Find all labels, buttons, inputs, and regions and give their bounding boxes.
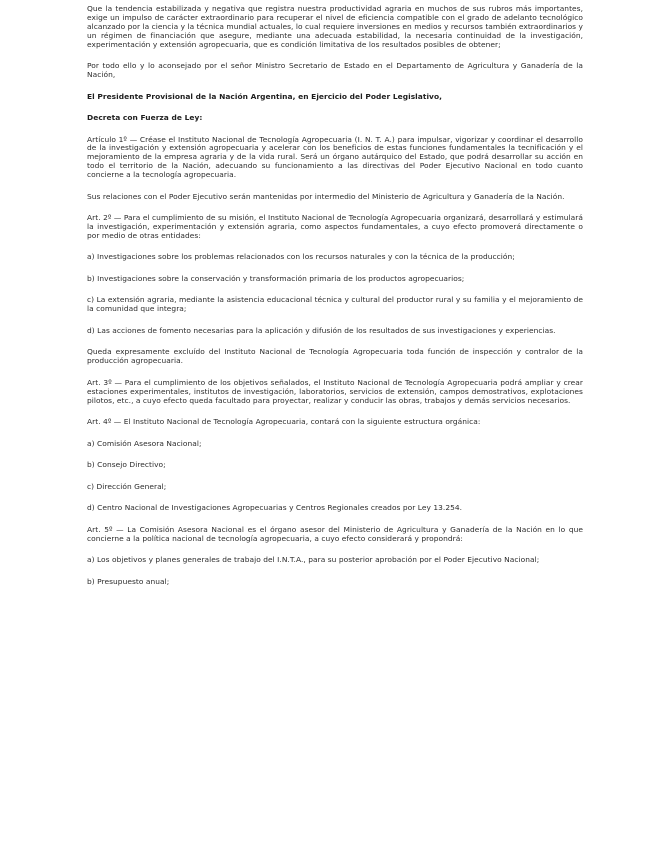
paragraph-por-todo-ello: Por todo ello y lo aconsejado por el señor Ministro Secretario de Estado en el Departamento de Agricultura y Ganadería de la Nación, xyxy=(87,61,583,80)
paragraph-presidente-provisional: El Presidente Provisional de la Nación Argentina, en Ejercicio del Poder Legislativo, xyxy=(87,91,442,101)
paragraph-considerando-productividad: Que la tendencia estabilizada y negativa que registra nuestra productividad agraria en muchos de sus rubros más importantes, exige un impulso de carácter extraordinario para recuperar el nivel de eficiencia compatible con el grado de adelanto tecnológico alcanzado por la ciencia y la técnica mundial actuales, lo cual requiere inversiones en medios y recursos también extraordinarios y un régimen de financiación que asegure, mediante una adecuada estabilidad, la necesaria continuidad de la investigación, experimentación y extensión agropecuaria, que es condición limitativa de los resultados posibles de obtener; xyxy=(87,4,583,49)
paragraph-art4-item-a: a) Comisión Asesora Nacional; xyxy=(87,438,202,448)
paragraph-art2-item-c: c) La extensión agraria, mediante la asistencia educacional técnica y cultural del productor rural y su familia y el mejoramiento de la comunidad que integra; xyxy=(87,295,583,314)
paragraph-art2-item-d: d) Las acciones de fomento necesarias para la aplicación y difusión de los resultados de sus investigaciones y experiencias. xyxy=(87,325,556,335)
paragraph-relaciones-poder-ejecutivo: Sus relaciones con el Poder Ejecutivo serán mantenidas por intermedio del Ministerio de Agricultura y Ganadería de la Nación. xyxy=(87,191,565,201)
paragraph-art5-item-a: a) Los objetivos y planes generales de trabajo del I.N.T.A., para su posterior aprobación por el Poder Ejecutivo Nacional; xyxy=(87,555,540,564)
paragraph-art5-item-b: b) Presupuesto anual; xyxy=(87,576,170,586)
paragraph-art4-item-b: b) Consejo Directivo; xyxy=(87,460,166,470)
paragraph-articulo-1: Artículo 1º — Créase el Instituto Nacional de Tecnología Agropecuaria (I. N. T. A.) para impulsar, vigorizar y coordinar el desarrollo de la investigación y extensión agropecuaria y acelerar con los beneficios de estas funciones fundamentales la tecnificación y el mejoramiento de la empresa agraria y de la vida rural. Será un órgano autárquico del Estado, que podrá desarrollar su acción en todo el territorio de la Nación, adecuando su funcionamiento a las directivas del Poder Ejecutivo Nacional en todo cuanto concierne a la tecnología agropecuaria. xyxy=(87,134,583,180)
paragraph-articulo-2: Art. 2º — Para el cumplimiento de su misión, el Instituto Nacional de Tecnología Agropecuaria organizará, desarrollará y estimulará la investigación, experimentación y extensión agraria, como aspectos fundamentales, a cuyo efecto promoverá directamente o por medio de otras entidades: xyxy=(87,213,583,240)
paragraph-articulo-5: Art. 5º — La Comisión Asesora Nacional es el órgano asesor del Ministerio de Agricultura y Ganadería de la Nación en lo que concierne a la política nacional de tecnología agropecuaria, a cuyo efecto considerará y propondrá: xyxy=(87,524,583,543)
paragraph-articulo-4: Art. 4º — El Instituto Nacional de Tecnología Agropecuaria, contará con la siguiente estructura orgánica: xyxy=(87,417,481,427)
paragraph-art4-item-c: c) Dirección General; xyxy=(87,481,167,491)
paragraph-art4-item-d: d) Centro Nacional de Investigaciones Agropecuarias y Centros Regionales creados por Ley 13.254. xyxy=(87,503,463,513)
paragraph-art2-item-b: b) Investigaciones sobre la conservación y transformación primaria de los productos agropecuarios; xyxy=(87,273,465,283)
paragraph-exclusion: Queda expresamente excluído del Instituto Nacional de Tecnología Agropecuaria toda función de inspección y contralor de la producción agropecuaria. xyxy=(87,347,583,366)
document-page xyxy=(87,5,583,599)
paragraph-articulo-3: Art. 3º — Para el cumplimiento de los objetivos señalados, el Instituto Nacional de Tecnología Agropecuaria podrá ampliar y crear estaciones experimentales, institutos de investigación, laboratorios, servicios de extensión, campos demostrativos, explotaciones pilotos, etc., a cuyo efecto queda facultado para proyectar, realizar y conducir las obras, trabajos y demás servicios necesarios. xyxy=(87,377,583,405)
paragraph-art2-item-a: a) Investigaciones sobre los problemas relacionados con los recursos naturales y con la técnica de la producción; xyxy=(87,252,515,262)
paragraph-decreta: Decreta con Fuerza de Ley: xyxy=(87,113,203,123)
